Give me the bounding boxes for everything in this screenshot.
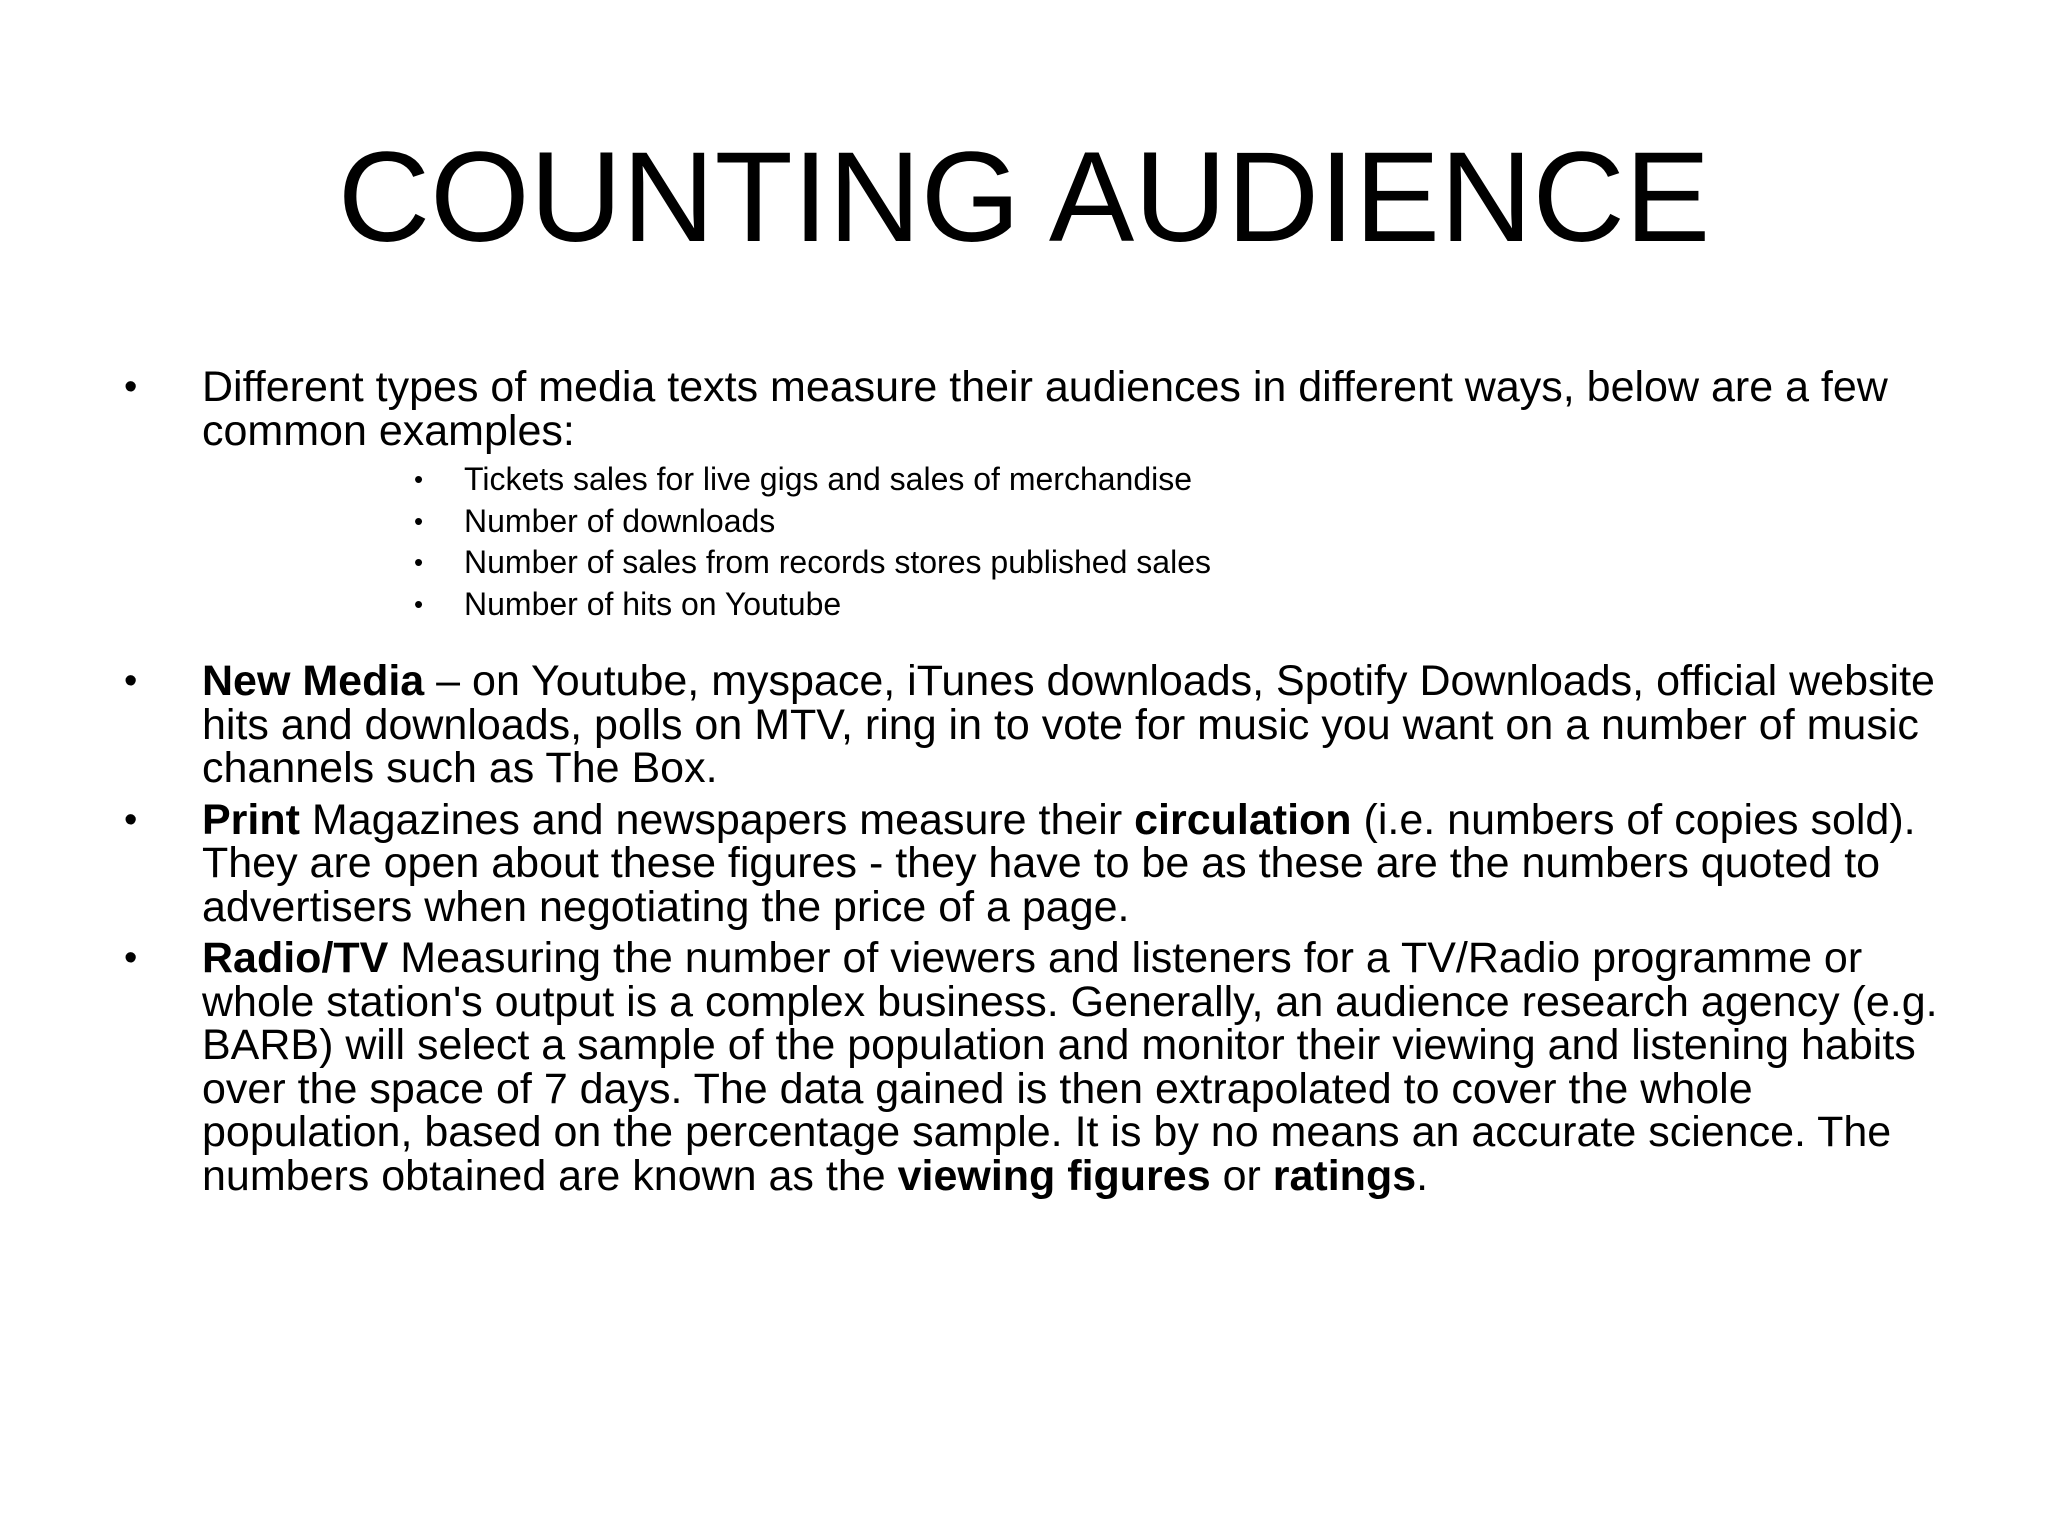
bullet-text: – on Youtube, myspace, iTunes downloads, Spotify Downloads, official website hits and downloads, polls on MTV, ring in to vote for music you want on a number of music channels such as The Box. [202,657,1935,792]
sub-list [202,459,1950,625]
spacer [120,625,1950,660]
sub-item-text: Number of downloads [464,502,776,539]
sub-item-record-sales [202,542,1950,584]
bullet-text: Magazines and newspapers measure their [299,795,1135,844]
bullet-dot: • [124,660,138,702]
bullet-text: or [1210,1151,1273,1200]
bullet-heading: Radio/TV [202,934,389,982]
sub-bullet-dot: • [414,505,424,536]
sub-item-downloads [202,501,1950,543]
sub-item-text: Number of sales from records stores published sales [464,544,1211,580]
slide-title: COUNTING AUDIENCE [337,126,1711,269]
bullet-text: (i.e. numbers of copies sold). They are open about these figures - they have to be as these are the numbers quoted to advertisers when negotiating the price of a page. [202,795,1916,931]
sub-bullet-dot: • [414,464,424,494]
bullet-dot: • [124,366,138,408]
bullet-print [120,795,1950,931]
sub-item-text: Number of hits on Youtube [464,585,842,622]
sub-bullet-dot: • [414,588,424,619]
bold-term: circulation [1134,795,1352,844]
bullet-dot: • [124,798,138,841]
bullet-intro [120,363,1950,625]
slide-body [120,363,1950,1200]
bold-term: ratings [1272,1151,1417,1200]
bullet-heading: New Media [202,657,425,705]
bullet-intro-text: Different types of media texts measure their audiences in different ways, below are a few common examples: [202,363,1888,455]
sub-item-text: Tickets sales for live gigs and sales of merchandise [464,461,1193,497]
sub-bullet-dot: • [414,547,424,577]
bullet-new-media [120,657,1950,792]
bullet-text: . [1416,1151,1429,1200]
bold-term: viewing figures [897,1151,1211,1200]
bullet-heading: Print [202,795,300,844]
sub-item-youtube-hits [202,584,1950,626]
bullet-radio-tv [120,934,1950,1200]
sub-item-tickets [202,459,1950,501]
bullet-dot: • [124,937,138,979]
bullet-text: Measuring the number of viewers and listeners for a TV/Radio programme or whole station's output is a complex business. Generally, an audience research agency (e.g. BARB) will select a sample of the population and monitor their viewing and listening habits over the space of 7 days. The data gained is then extrapolated to cover the whole population, based on the percentage sample. It is by no means an accurate science. The numbers obtained are known as the [202,934,1938,1200]
